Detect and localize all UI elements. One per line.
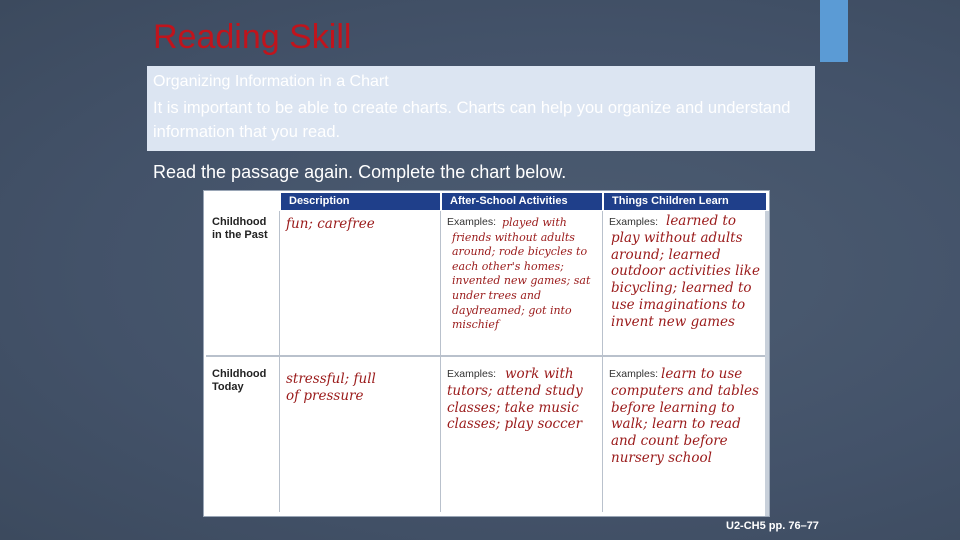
examples-label: Examples: [609, 216, 659, 228]
activities-today: work with tutors; attend study classes; take music classes; play soccer [447, 366, 583, 433]
learn-today: learn to use computers and tables before learning to walk; learn to read and count before nursery school [611, 366, 759, 466]
grid-line [206, 355, 765, 357]
examples-label: Examples: [609, 368, 659, 380]
row-label-line: Childhood [212, 368, 267, 380]
info-box [147, 66, 815, 151]
instruction-text: Read the passage again. Complete the chart below. [153, 162, 567, 182]
header-learn: Things Children Learn [604, 193, 766, 210]
row-label-line: Childhood [212, 216, 267, 228]
grid-line [602, 211, 603, 512]
header-activities: After-School Activities [442, 193, 602, 210]
row-label-today [212, 368, 266, 394]
activities-past: played with friends without adults around; rode bicycles to each other's homes; invented new games; sat under trees and daydreamed; got into mischief [452, 216, 591, 332]
examples-label: Examples: [447, 368, 497, 380]
header-description: Description [281, 193, 440, 210]
row-label-past [212, 216, 268, 242]
reading-chart [203, 190, 770, 517]
info-text: It is important to be able to create charts. Charts can help you organize and understand information that you read. [153, 99, 791, 141]
info-heading: Organizing Information in a Chart [153, 73, 389, 90]
slide-title: Reading Skill [153, 18, 352, 56]
grid-line [279, 211, 280, 512]
row-label-line: in the Past [212, 229, 268, 241]
description-past: fun; carefree [286, 216, 375, 232]
accent-bar [820, 0, 848, 62]
description-today: stressful; full of pressure [286, 371, 376, 404]
page-reference: U2-CH5 pp. 76–77 [726, 520, 819, 532]
learn-past: learned to play without adults around; learned outdoor activities like bicycling; learned to use imaginations to invent new games [611, 213, 760, 330]
row-label-line: Today [212, 381, 244, 393]
examples-label: Examples: [447, 216, 497, 228]
grid-line [440, 211, 441, 512]
